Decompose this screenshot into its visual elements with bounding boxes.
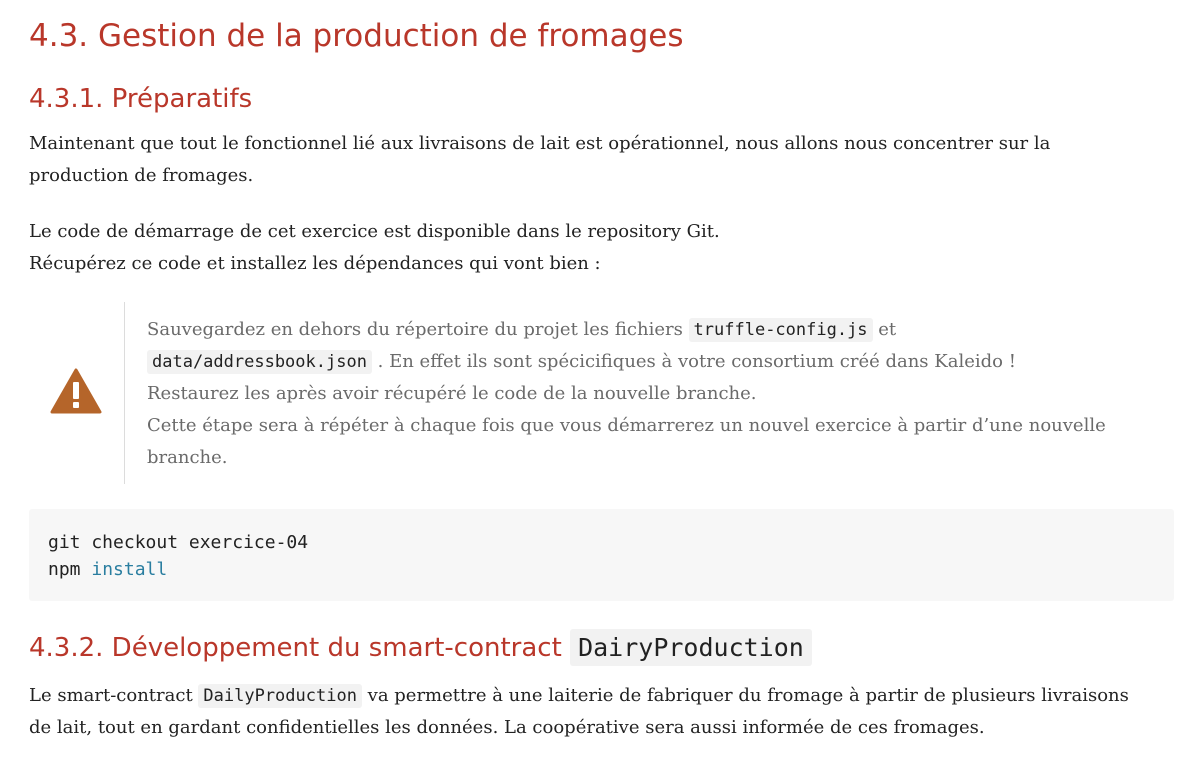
development-paragraph <box>29 680 1169 744</box>
code-line-1: git checkout exercice-04 <box>48 532 309 553</box>
starter-line-1: Le code de démarrage de cet exercice est disponible dans le repository Git. <box>29 221 720 242</box>
warning-line-2-text: . En effet ils sont spécicifiques à votre consortium créé dans Kaleido ! <box>371 351 1016 372</box>
development-line-1-end: va permettre à une laiterie de fabriquer du fromage à partir de plusieurs livraisons <box>361 685 1129 706</box>
warning-line-1-text: Sauvegardez en dehors du répertoire du projet les fichiers <box>147 319 689 340</box>
starter-code-paragraph <box>29 216 1169 280</box>
warning-line-4: Cette étape sera à répéter à chaque fois que vous démarrerez un nouvel exercice à partir d’une nouvelle <box>147 415 1106 436</box>
warning-line-1-end: et <box>872 319 897 340</box>
warning-line-5: branche. <box>147 447 228 468</box>
intro-paragraph <box>29 128 1169 192</box>
development-line-1 <box>29 680 1169 712</box>
development-line-1-start: Le smart-contract <box>29 685 199 706</box>
starter-line-2: Récupérez ce code et installez les dépendances qui vont bien : <box>29 253 601 274</box>
intro-line-1: Maintenant que tout le fonctionnel lié aux livraisons de lait est opérationnel, nous allons nous concentrer sur la <box>29 133 1051 154</box>
inline-code-truffle-config: truffle-config.js <box>689 318 873 342</box>
subsection-title-development <box>29 628 812 668</box>
inline-code-dailyproduction: DailyProduction <box>198 684 362 708</box>
subsection-title-preparatifs: 4.3.1. Préparatifs <box>29 84 253 114</box>
code-npm: npm <box>48 559 92 580</box>
warning-line-2 <box>147 346 1106 378</box>
inline-code-addressbook: data/addressbook.json <box>147 350 372 374</box>
development-title-code: DairyProduction <box>570 629 812 666</box>
code-install-keyword: install <box>91 559 168 580</box>
development-title-text: 4.3.2. Développement du smart-contract <box>29 633 571 663</box>
warning-text <box>147 314 1106 474</box>
intro-line-2: production de fromages. <box>29 165 254 186</box>
code-line-2 <box>48 556 167 583</box>
section-title: 4.3. Gestion de la production de fromages <box>29 18 684 54</box>
warning-line-3: Restaurez les après avoir récupéré le code de la nouvelle branche. <box>147 383 757 404</box>
warning-line-1 <box>147 314 1106 346</box>
warning-icon <box>50 368 102 414</box>
development-line-2: de lait, tout en gardant confidentielles les données. La coopérative sera aussi informée de ces fromages. <box>29 717 985 738</box>
